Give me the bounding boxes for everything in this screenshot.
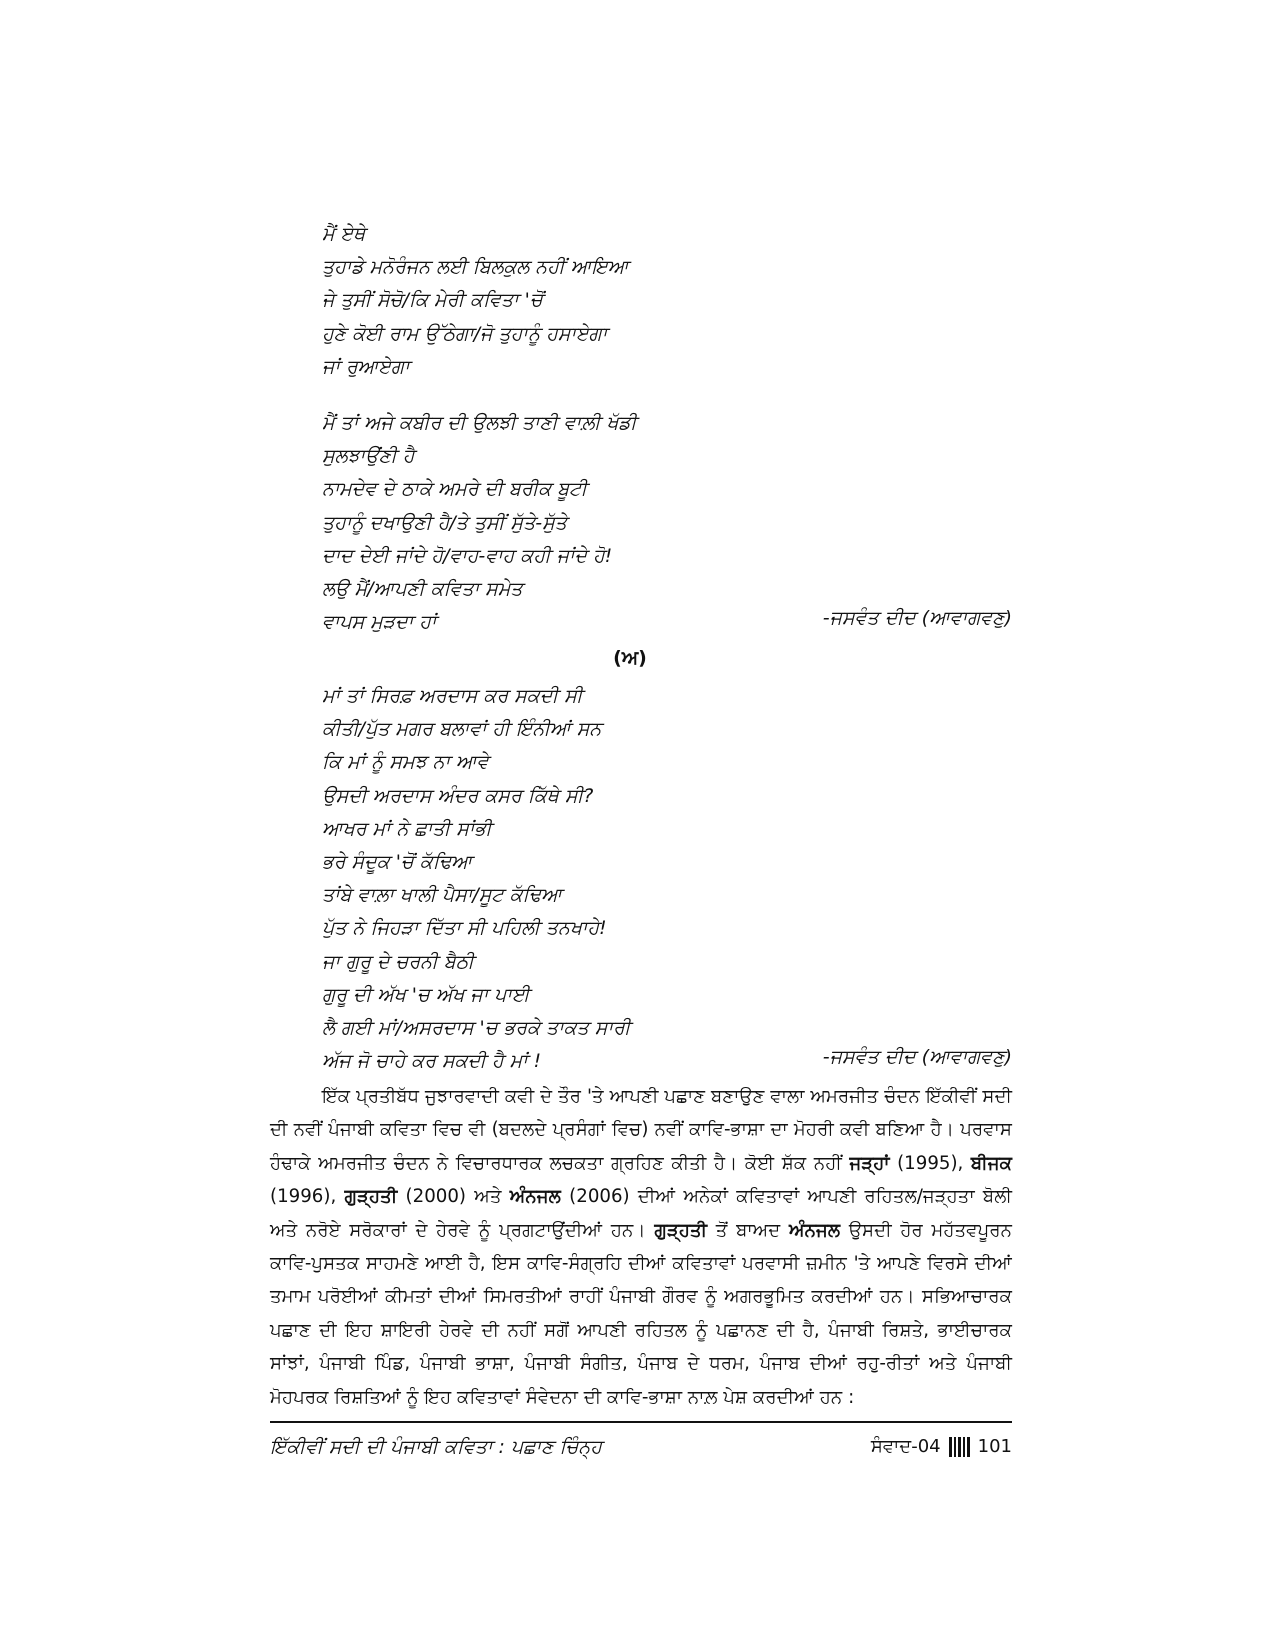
book-title-gurhti: ਗੁੜ੍ਹਤੀ [654, 1219, 708, 1241]
verse-line: ਜਾਂ ਰੁਆਏਗਾ [322, 355, 410, 378]
poem-2-attribution: -ਜਸਵੰਤ ਦੀਦ (ਆਵਾਗਵਣੁ) [822, 1046, 1012, 1068]
verse-line: ਉਸਦੀ ਅਰਦਾਸ ਅੰਦਰ ਕਸਰ ਕਿੱਥੇ ਸੀ? [322, 784, 594, 807]
journal-name: ਸੰਵਾਦ-04 [870, 1436, 941, 1457]
verse-line: ਲਉ ਮੈਂ/ਆਪਣੀ ਕਵਿਤਾ ਸਮੇਤ [322, 577, 523, 600]
poem-1-stanza-2 [322, 407, 1012, 639]
verse-line: ਦਾਦ ਦੇਈ ਜਾਂਦੇ ਹੋ/ਵਾਹ-ਵਾਹ ਕਹੀ ਜਾਂਦੇ ਹੋ! [322, 544, 613, 567]
text-run: (2006) ਦੀਆਂ ਅਨੇਕਾਂ ਕਵਿਤਾਵਾਂ ਆਪਣੀ ਰਹਿਤਲ/ਜੜ੍ਹਤਾ ਬੋਲੀ ਅਤੇ ਨਰੋਏ ਸਰੋਕਾਰਾਂ ਦੇ ਹੇਰਵੇ ਨੂੰ ਪ੍ਰਗਟਾਉਂਦੀਆਂ ਹਨ। [270, 1186, 1012, 1241]
verse-line: ਮੈਂ ਤਾਂ ਅਜੇ ਕਬੀਰ ਦੀ ਉਲਝੀ ਤਾਣੀ ਵਾਲ਼ੀ ਖੱਡੀ [322, 412, 637, 434]
verse-line: ਅੱਜ ਜੋ ਚਾਹੇ ਕਰ ਸਕਦੀ ਹੈ ਮਾਂ ! [322, 1050, 542, 1073]
verse-line: ਨਾਮਦੇਵ ਦੇ ਠਾਕੇ ਅਮਰੇ ਦੀ ਬਰੀਕ ਬੂਟੀ [322, 478, 587, 501]
verse-line: ਗੁਰੂ ਦੀ ਅੱਖ 'ਚ ਅੱਖ ਜਾ ਪਾਈ [322, 983, 530, 1006]
verse-line: ਸੁਲਝਾਉਂਣੀ ਹੈ [322, 445, 415, 468]
poem-1-attribution: -ਜਸਵੰਤ ਦੀਦ (ਆਵਾਗਵਣੁ) [822, 607, 1012, 629]
body-text [270, 1080, 1012, 1414]
paragraph [270, 1080, 1012, 1414]
verse-line: ਆਖਰ ਮਾਂ ਨੇ ਛਾਤੀ ਸਾਂਭੀ [322, 817, 492, 840]
verse-line: ਭਰੇ ਸੰਦੂਕ 'ਚੋਂ ਕੱਢਿਆ [322, 850, 472, 873]
poem-2 [322, 680, 1012, 1078]
vertical-bars-icon [949, 1437, 970, 1457]
text-run: ਤੋਂ ਬਾਅਦ [707, 1219, 790, 1241]
verse-line: ਜਾ ਗੁਰੂ ਦੇ ਚਰਨੀ ਬੈਠੀ [322, 950, 474, 973]
verse-line: ਤੁਹਾਨੂੰ ਦਖਾਉਣੀ ਹੈ/ਤੇ ਤੁਸੀਂ ਸੁੱਤੇ-ਸੁੱਤੇ [322, 511, 567, 534]
verse-line: ਤੁਹਾਡੇ ਮਨੋਰੰਜਨ ਲਈ ਬਿਲਕੁਲ ਨਹੀਂ ਆਇਆ [322, 256, 629, 279]
footer-page-info [871, 1436, 1012, 1457]
text-run: (1995), [889, 1152, 971, 1174]
verse-line: ਪੁੱਤ ਨੇ ਜਿਹੜਾ ਦਿੱਤਾ ਸੀ ਪਹਿਲੀ ਤਨਖਾਹੇ! [322, 917, 607, 940]
verse-line: ਮੈਂ ਏਥੇ [322, 223, 366, 245]
page-number: 101 [977, 1436, 1012, 1457]
text-run: ਇੱਕ ਪ੍ਰਤੀਬੱਧ ਜੁਝਾਰਵਾਦੀ ਕਵੀ ਦੇ ਤੌਰ 'ਤੇ ਆਪਣੀ ਪਛਾਣ ਬਣਾਉਣ ਵਾਲਾ ਅਮਰਜੀਤ ਚੰਦਨ ਇੱਕੀਵੀਂ ਸਦੀ ਦੀ ਨਵੀਂ ਪੰਜਾਬੀ ਕਵਿਤਾ ਵਿਚ ਵੀ (ਬਦਲਦੇ ਪ੍ਰਸੰਗਾਂ ਵਿਚ) ਨਵੀਂ ਕਾਵਿ-ਭਾਸ਼ਾ ਦਾ ਮੋਹਰੀ ਕਵੀ ਬਣਿਆ ਹੈ। ਪਰਵਾਸ ਹੰਢਾਕੇ ਅਮਰਜੀਤ ਚੰਦਨ ਨੇ ਵਿਚਾਰਧਾਰਕ ਲਚਕਤਾ ਗ੍ਰਹਿਣ ਕੀਤੀ ਹੈ। ਕੋਈ ਸ਼ੱਕ ਨਹੀਂ [270, 1086, 1012, 1174]
section-marker: (ਅ) [613, 647, 647, 669]
text-run: ਉਸਦੀ ਹੋਰ ਮਹੱਤਵਪੂਰਨ ਕਾਵਿ-ਪੁਸਤਕ ਸਾਹਮਣੇ ਆਈ ਹੈ, ਇਸ ਕਾਵਿ-ਸੰਗ੍ਰਹਿ ਦੀਆਂ ਕਵਿਤਾਵਾਂ ਪਰਵਾਸੀ ਜ਼ਮੀਨ 'ਤੇ ਆਪਣੇ ਵਿਰਸੇ ਦੀਆਂ ਤਮਾਮ ਪਰੋਈਆਂ ਕੀਮਤਾਂ ਦੀਆਂ ਸਿਮਰਤੀਆਂ ਰਾਹੀਂ ਪੰਜਾਬੀ ਗੌਰਵ ਨੂੰ ਅਗਰਭੂਮਿਤ ਕਰਦੀਆਂ ਹਨ। ਸਭਿਆਚਾਰਕ ਪਛਾਣ ਦੀ ਇਹ ਸ਼ਾਇਰੀ ਹੇਰਵੇ ਦੀ ਨਹੀਂ ਸਗੋਂ ਆਪਣੀ ਰਹਿਤਲ ਨੂੰ ਪਛਾਨਣ ਦੀ ਹੈ, ਪੰਜਾਬੀ ਰਿਸ਼ਤੇ, ਭਾਈਚਾਰਕ ਸਾਂਝਾਂ, ਪੰਜਾਬੀ ਪਿੰਡ, ਪੰਜਾਬੀ ਭਾਸ਼ਾ, ਪੰਜਾਬੀ ਸੰਗੀਤ, ਪੰਜਾਬ ਦੇ ਧਰਮ, ਪੰਜਾਬ ਦੀਆਂ ਰਹੁ-ਰੀਤਾਂ ਅਤੇ ਪੰਜਾਬੀ ਮੋਹਪਰਕ ਰਿਸ਼ਤਿਆਂ ਨੂੰ ਇਹ ਕਵਿਤਾਵਾਂ ਸੰਵੇਦਨਾ ਦੀ ਕਾਵਿ-ਭਾਸ਼ਾ ਨਾਲ਼ ਪੇਸ਼ ਕਰਦੀਆਂ ਹਨ : [270, 1219, 1012, 1408]
running-footer-title: ਇੱਕੀਵੀਂ ਸਦੀ ਦੀ ਪੰਜਾਬੀ ਕਵਿਤਾ : ਪਛਾਣ ਚਿੰਨ੍ਹ [270, 1436, 602, 1458]
book-title-gurhti: ਗੁੜ੍ਹਤੀ [344, 1186, 398, 1208]
footer-divider [270, 1421, 1012, 1423]
verse-line: ਤਾਂਬੇ ਵਾਲ਼ਾ ਖਾਲੀ ਪੈਸਾ/ਸੂਟ ਕੱਢਿਆ [322, 884, 562, 907]
text-run: (2000) ਅਤੇ [397, 1186, 510, 1208]
verse-line: ਹੁਣੇ ਕੋਈ ਰਾਮ ਉੱਠੇਗਾ/ਜੋ ਤੁਹਾਨੂੰ ਹਸਾਏਗਾ [322, 322, 608, 345]
verse-line: ਮਾਂ ਤਾਂ ਸਿਰਫ਼ ਅਰਦਾਸ ਕਰ ਸਕਦੀ ਸੀ [322, 685, 583, 707]
verse-line: ਕਿ ਮਾਂ ਨੂੰ ਸਮਝ ਨਾ ਆਵੇ [322, 751, 489, 774]
text-run: (1996), [270, 1186, 345, 1208]
verse-line: ਜੇ ਤੁਸੀਂ ਸੋਚੋ/ਕਿ ਮੇਰੀ ਕਵਿਤਾ 'ਚੋਂ [322, 289, 543, 312]
verse-line: ਵਾਪਸ ਮੁੜਦਾ ਹਾਂ [322, 611, 437, 634]
verse-line: ਲੈ ਗਈ ਮਾਂ/ਅਸਰਦਾਸ 'ਚ ਭਰਕੇ ਤਾਕਤ ਸਾਰੀ [322, 1016, 631, 1039]
poem-1-stanza-1 [322, 218, 1012, 384]
book-title-jarhan: ਜੜ੍ਹਾਂ [849, 1152, 890, 1174]
book-title-bijak: ਬੀਜਕ [970, 1152, 1013, 1174]
verse-line: ਕੀਤੀ/ਪੁੱਤ ਮਗਰ ਬਲਾਵਾਂ ਹੀ ਇੰਨੀਆਂ ਸਨ [322, 718, 602, 741]
book-title-annjal: ਅੰਨਜਲ [789, 1219, 841, 1241]
book-title-annjal: ਅੰਨਜਲ [509, 1186, 561, 1208]
